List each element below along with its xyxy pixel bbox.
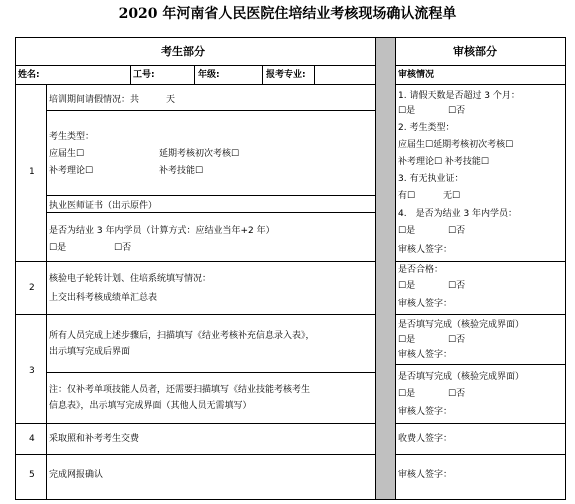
review-status-label: 审核情况: [398, 70, 435, 80]
major-label: 报考专业:: [266, 70, 306, 80]
review-leave-yes[interactable]: ☐是: [398, 106, 416, 116]
row-number: 3: [29, 366, 35, 376]
review-signature: 审核人签字：: [398, 407, 453, 417]
review-signature: 审核人签字：: [398, 350, 453, 360]
cert-text: 执业医师证书（出示原件）: [49, 201, 158, 211]
online-confirm-text: 完成网报确认: [49, 470, 104, 480]
score-summary-text: 上交出科考核成绩单汇总表: [49, 293, 158, 303]
review-type-options-2[interactable]: 补考理论☐ 补考技能☐: [398, 157, 489, 167]
review-within3-yes[interactable]: ☐是: [398, 226, 416, 236]
skill-form-note-2: 信息表》，出示填写完成界面（其他人员无需填写）: [49, 401, 252, 411]
review-type-question: 2. 考生类型：: [398, 123, 455, 133]
review-section-header: 审核部分: [453, 45, 497, 58]
rotation-check-text: 核验电子轮转计划、住培系统填写情况：: [49, 274, 212, 284]
review-qualified-yes[interactable]: ☐是: [398, 281, 416, 291]
review-leave-no[interactable]: ☐否: [448, 106, 466, 116]
review-qualified-question: 是否合格：: [398, 265, 444, 275]
row-number: 5: [29, 470, 35, 480]
review-completed-question: 是否填写完成（核验完成界面）: [398, 320, 525, 330]
page-title: 2020 年河南省人民医院住培结业考核现场确认流程单: [118, 6, 457, 22]
review-completed-no[interactable]: ☐否: [448, 389, 466, 399]
review-leave-question: 1. 请假天数是否超过 3 个月：: [398, 91, 520, 101]
row-number: 2: [29, 283, 35, 293]
confirmation-form-table: [15, 37, 566, 500]
review-qualified-no[interactable]: ☐否: [448, 281, 466, 291]
review-cert-question: 3. 有无执业证：: [398, 174, 464, 184]
within-3-no-checkbox[interactable]: ☐否: [114, 243, 132, 253]
review-within3-no[interactable]: ☐否: [448, 226, 466, 236]
type-fresh-checkbox[interactable]: 应届生☐: [49, 149, 85, 159]
review-signature: 审核人签字：: [398, 299, 453, 309]
row-number: 4: [29, 434, 35, 444]
skill-form-note-1: 注：仅补考单项技能人员者，还需要扫描填写《结业技能考核考生: [49, 385, 311, 395]
scan-form-text-2: 出示填写完成后界面: [49, 347, 131, 357]
review-completed-yes[interactable]: ☐是: [398, 335, 416, 345]
training-leave-text: 培训期间请假情况：共 天: [49, 95, 176, 105]
student-section-header: 考生部分: [161, 45, 205, 58]
row-number: 1: [29, 167, 35, 177]
grade-label: 年级:: [198, 70, 220, 80]
review-completed-no[interactable]: ☐否: [448, 335, 466, 345]
review-completed-yes[interactable]: ☐是: [398, 389, 416, 399]
within-3-years-text: 是否为结业 3 年内学员（计算方式：应结业当年+2 年）: [49, 226, 275, 236]
column-separator: [375, 38, 395, 499]
review-completed-question: 是否填写完成（核验完成界面）: [398, 372, 525, 382]
within-3-yes-checkbox[interactable]: ☐是: [49, 243, 67, 253]
review-signature: 审核人签字：: [398, 470, 453, 480]
payment-text: 采取照和补考考生交费: [49, 434, 140, 444]
review-cert-has[interactable]: 有☐: [398, 191, 416, 201]
name-label: 姓名:: [18, 70, 40, 80]
cashier-signature: 收费人签字：: [398, 434, 453, 444]
review-signature: 审核人签字：: [398, 245, 453, 255]
scan-form-text-1: 所有人员完成上述步骤后，扫描填写《结业考核补充信息录入表》，: [49, 331, 315, 341]
review-type-options-1[interactable]: 应届生☐延期考核初次考核☐: [398, 140, 514, 150]
review-cert-none[interactable]: 无☐: [443, 191, 461, 201]
type-delay-checkbox[interactable]: 延期考核初次考核☐: [159, 149, 240, 159]
employee-id-label: 工号:: [133, 70, 155, 80]
student-type-label: 考生类型：: [49, 132, 95, 142]
type-theory-checkbox[interactable]: 补考理论☐: [49, 166, 94, 176]
type-skill-checkbox[interactable]: 补考技能☐: [159, 166, 204, 176]
review-within3-question: 4. 是否为结业 3 年内学员：: [398, 209, 518, 219]
